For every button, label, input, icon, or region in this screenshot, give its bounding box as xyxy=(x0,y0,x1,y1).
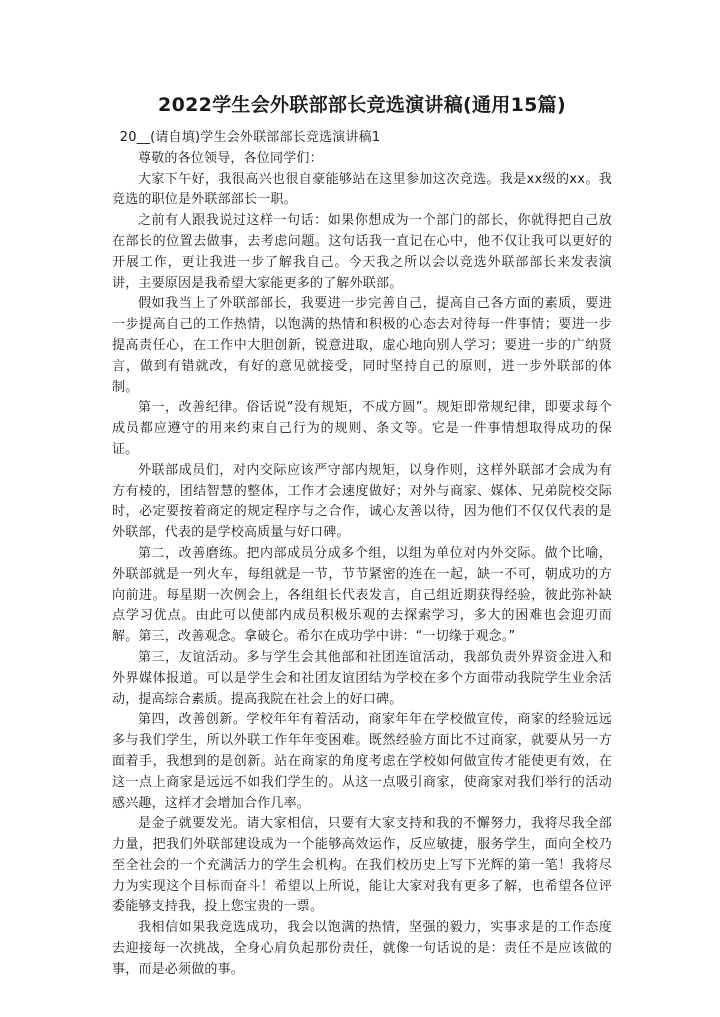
paragraph: 第三，友谊活动。多与学生会其他部和社团连谊活动，我部负责外界资金进入和外界媒体报道。可以是学生会和社团友谊团结为学校在多个方面带动我院学生业余活动，提高综合素质。提高我院在社会上的好口碑。 xyxy=(112,649,612,707)
paragraph: 之前有人跟我说过这样一句话：如果你想成为一个部门的部长，你就得把自己放在部长的位置去做事，去考虑问题。这句话我一直记在心中，他不仅让我可以更好的开展工作，更让我进一步了解我自己。今天我之所以会以竞选外联部部长来发表演讲，主要原因是我希望大家能更多的了解外联部。 xyxy=(112,213,612,291)
paragraph: 第一，改善纪律。俗话说“没有规矩，不成方圆”。规矩即常规纪律，即要求每个成员都应遵守的用来约束自己行为的规则、条文等。它是一件事情想取得成功的保证。 xyxy=(112,400,612,457)
paragraph: 假如我当上了外联部部长，我要进一步完善自己，提高自己各方面的素质，要进一步提高自己的工作热情，以饱满的热情和积极的心态去对待每一件事情；要进一步提高责任心，在工作中大胆创新，锐意进取，虚心地向别人学习；要进一步的广纳贤言，做到有错就改，有好的意见就接受，同时坚持自己的原则，进一步外联部的体制。 xyxy=(112,296,612,395)
paragraph-salutation: 尊敬的各位领导，各位同学们： xyxy=(138,150,323,166)
paragraph: 外联部成员们，对内交际应该严守部内规矩，以身作则，这样外联部才会成为有方有棱的，团结智慧的整体，工作才会速度做好；对外与商家、媒体、兄弟院校交际时，必定要按着商定的规定程序与之合作，诚心友善以待，因为他们不仅仅代表的是外联部，代表的是学校高质量与好口碑。 xyxy=(112,462,612,541)
paragraph: 是金子就要发光。请大家相信，只要有大家支持和我的不懈努力，我将尽我全部力量，把我们外联部建设成为一个能够高效运作，反应敏捷，服务学生，面向全校乃至全社会的一个充满活力的学生会机构。在我们校历史上写下光辉的第一笔！我将尽力为实现这个目标而奋斗！希望以上所说，能让大家对我有更多了解，也希望各位评委能够支持我，投上您宝贵的一票。 xyxy=(112,816,612,915)
paragraph: 第二，改善磨练。把内部成员分成多个组，以组为单位对内外交际。做个比喻，外联部就是一列火车，每组就是一节，节节紧密的连在一起，缺一不可，朝成功的方向前进。每星期一次例会上，各组组长代表发言，自己组近期获得经验，彼此弥补缺点学习优点。由此可以使部内成员积极乐观的去探索学习，多大的困难也会迎刃而解。第三，改善观念。拿破仑。希尔在成功学中讲：“一切缘于观念。” xyxy=(112,545,612,645)
document-title: 2022学生会外联部部长竞选演讲稿(通用15篇) xyxy=(158,94,566,116)
paragraph: 我相信如果我竞选成功，我会以饱满的热情，坚强的毅力，实事求是的工作态度去迎接每一次挑战，全身心肩负起那份责任，就像一句话说的是：责任不是应该做的事，而是必须做的事。 xyxy=(112,920,612,977)
paragraph: 第四，改善创新。学校年年有着活动，商家年年在学校做宣传，商家的经验远远多与我们学生，所以外联工作年年变困难。既然经验方面比不过商家，就要从另一方面着手，我想到的是创新。站在商家的角度考虑在学校如何做宣传才能使更有效，在这一点上商家是远远不如我们学生的。从这一点吸引商家，使商家对我们举行的活动感兴趣，这样才会增加合作几率。 xyxy=(112,712,612,811)
document-subtitle: 20__(请自填)学生会外联部部长竞选演讲稿1 xyxy=(119,130,381,145)
paragraph: 大家下午好，我很高兴也很自豪能够站在这里参加这次竞选。我是xx级的xx。我竞选的职位是外联部部长一职。 xyxy=(112,171,612,208)
